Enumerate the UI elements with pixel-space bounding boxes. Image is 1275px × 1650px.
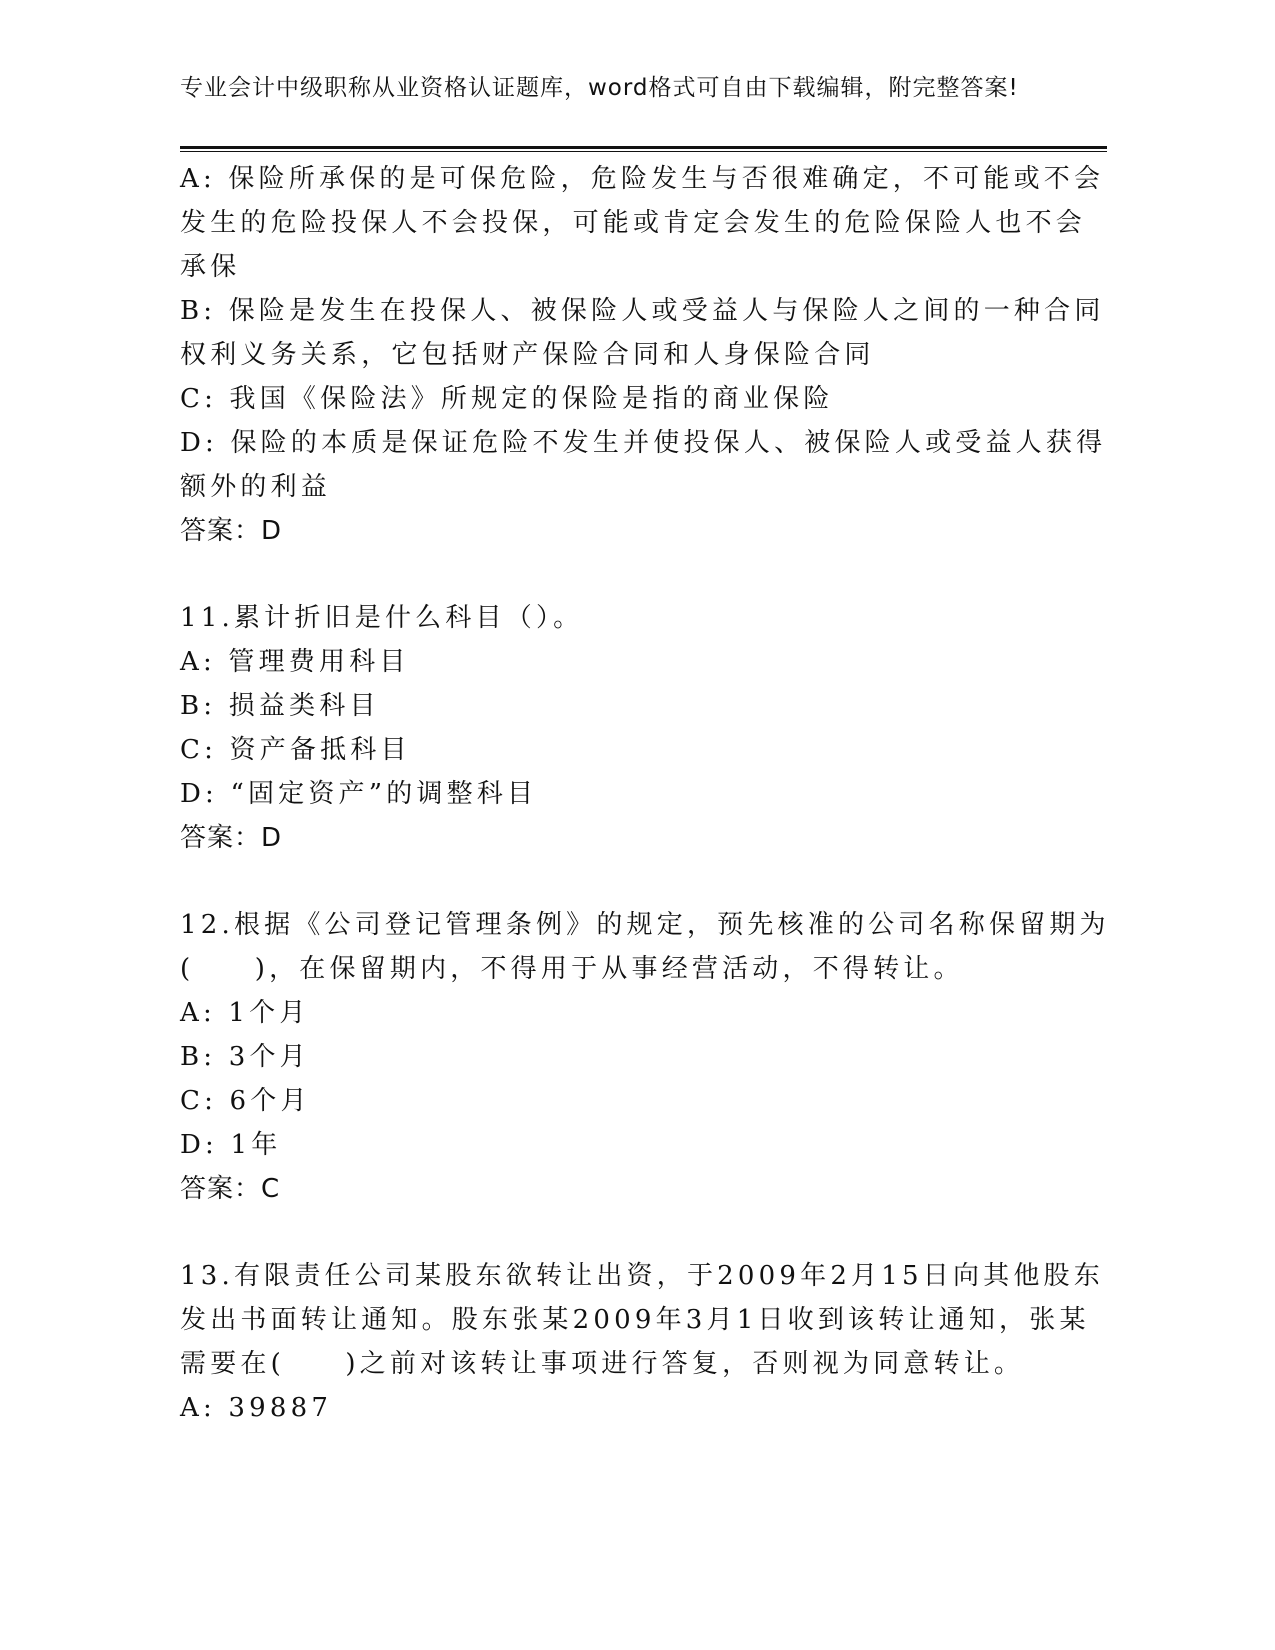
option-c: C: 资产备抵科目 [180,735,411,765]
question-12-block [180,903,1110,1211]
answer-line: 答案：D [180,516,283,546]
spacer [180,1211,1040,1254]
spacer [180,553,1040,596]
option-a: A: 管理费用科目 [180,647,410,677]
option-a [180,157,1105,289]
header-rule-thin [180,151,1107,152]
option-b: B: 损益类科目 [180,691,380,721]
answer-line: 答案：D [180,823,283,853]
option-text-line: 额外的利益 [180,472,332,502]
question-stem: ( )，在保留期内，不得用于从事经营活动，不得转让。 [180,954,964,984]
option-text-line: 权利义务关系，它包括财产保险合同和人身保险合同 [180,340,875,370]
option-d [180,421,1107,509]
question-stem: 12.根据《公司登记管理条例》的规定，预先核准的公司名称保留期为 [180,910,1110,940]
option-b [180,289,1105,377]
question-stem: 发出书面转让通知。股东张某2009年3月1日收到该转让通知，张某 [180,1305,1090,1335]
question-11-block [180,596,1040,860]
option-d: D: “固定资产”的调整科目 [180,779,538,809]
header-rule-thick [180,146,1107,149]
question-stem: 11.累计折旧是什么科目（）。 [180,603,584,633]
option-d: D: 1年 [180,1130,282,1160]
question-stem: 需要在( )之前对该转让事项进行答复，否则视为同意转让。 [180,1349,1025,1379]
question-stem: 13.有限责任公司某股东欲转让出资，于2009年2月15日向其他股东 [180,1261,1104,1291]
option-text-line: D: 保险的本质是保证危险不发生并使投保人、被保险人或受益人获得 [180,428,1107,458]
answer-line: 答案：C [180,1174,281,1204]
spacer [180,860,1040,903]
question-content [180,157,1110,1430]
option-text-line: 承保 [180,252,241,282]
page-header: 专业会计中级职称从业资格认证题库，word格式可自由下载编辑，附完整答案! [180,75,1019,101]
option-text-line: A: 保险所承保的是可保危险，危险发生与否很难确定，不可能或不会 [180,164,1105,194]
option-text-line: 发生的危险投保人不会投保，可能或肯定会发生的危险保险人也不会 [180,208,1087,238]
option-text-line: C: 我国《保险法》所规定的保险是指的商业保险 [180,384,834,414]
question-10-block [180,157,1107,553]
option-c [180,377,1040,421]
question-13-block [180,1254,1104,1430]
option-b: B: 3个月 [180,1042,310,1072]
option-c: C: 6个月 [180,1086,311,1116]
option-a: A: 1个月 [180,998,310,1028]
option-a: A: 39887 [180,1393,333,1423]
option-text-line: B: 保险是发生在投保人、被保险人或受益人与保险人之间的一种合同 [180,296,1105,326]
